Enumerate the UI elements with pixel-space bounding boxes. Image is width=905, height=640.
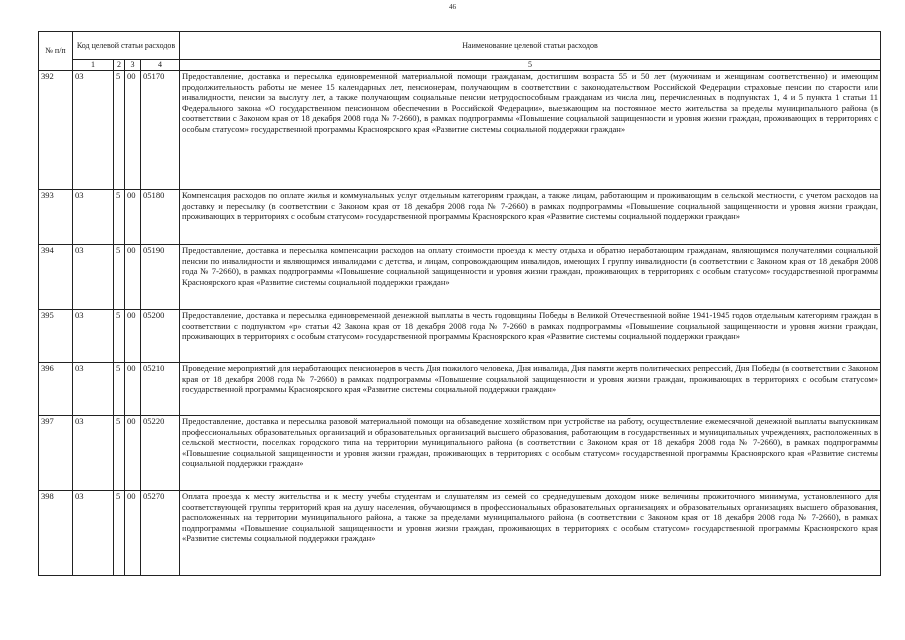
code-2: 5 (114, 416, 125, 491)
budget-table (38, 31, 881, 576)
code-1: 03 (73, 245, 114, 310)
code-1: 03 (73, 363, 114, 416)
row-description: Проведение мероприятий для неработающих пенсионеров в честь Дня пожилого человека, Дня инвалида, Дня памяти жертв политических репрессий, Дня Победы (в соответствии с Законом края от 18 декабря 2008 года № 7-2660) в рамках подпрограммы «Повышение социальной защищенности и уровня жизни граждан, проживающих в территориях с особым статусом» государственной программы Красноярского края «Развитие системы социальной поддержки граждан» (180, 363, 881, 416)
row-description: Предоставление, доставка и пересылка единовременной денежной выплаты в честь годовщины Победы в Великой Отечественной войне 1941-1945 годов отдельным категориям граждан в соответствии с подпунктом «р» статьи 42 Закона края от 18 декабря 2008 года № 7-2660 в рамках подпрограммы «Повышение социальной защищенности и уровня жизни граждан, проживающих в территориях с особым статусом» государственной программы Красноярского края «Развитие системы социальной поддержки граждан» (180, 310, 881, 363)
header-sub-4: 4 (141, 60, 180, 71)
code-4: 05190 (141, 245, 180, 310)
header-sub-3: 3 (125, 60, 141, 71)
header-row (39, 32, 881, 60)
code-4: 05220 (141, 416, 180, 491)
code-3: 00 (125, 190, 141, 245)
code-2: 5 (114, 71, 125, 190)
table-row (39, 363, 881, 416)
code-2: 5 (114, 491, 125, 576)
table-row (39, 190, 881, 245)
header-num: № п/п (39, 32, 73, 71)
code-3: 00 (125, 416, 141, 491)
code-3: 00 (125, 245, 141, 310)
table-row (39, 245, 881, 310)
row-description: Компенсация расходов по оплате жилья и коммунальных услуг отдельным категориям граждан, а также лицам, работающим и проживающим в сельской местности, с учетом расходов на доставку и пересылку (в соответствии с Законом края от 18 декабря 2008 года № 7-2660) в рамках подпрограммы «Повышение социальной защищенности и уровня жизни граждан, проживающих в территориях с особым статусом» государственной программы Красноярского края «Развитие системы социальной поддержки граждан» (180, 190, 881, 245)
code-1: 03 (73, 71, 114, 190)
code-4: 05170 (141, 71, 180, 190)
code-2: 5 (114, 310, 125, 363)
header-name: Наименование целевой статьи расходов (180, 32, 881, 60)
header-sub-1: 1 (73, 60, 114, 71)
row-number: 393 (39, 190, 73, 245)
header-sub-5: 5 (180, 60, 881, 71)
code-2: 5 (114, 190, 125, 245)
code-4: 05210 (141, 363, 180, 416)
code-1: 03 (73, 491, 114, 576)
row-description: Предоставление, доставка и пересылка компенсации расходов на оплату стоимости проезда к месту отдыха и обратно неработающим гражданам, являющимся получателями социальной пенсии по инвалидности и являющимся инвалидами с детства, и лицам, сопровождающим инвалидов, имеющих I группу инвалидности (в соответствии с Законом края от 18 декабря 2008 года № 7-2660), в рамках подпрограммы «Повышение социальной защищенности и уровня жизни граждан, проживающих в территориях с особым статусом» государственной программы Красноярского края «Развитие системы социальной поддержки граждан» (180, 245, 881, 310)
table-row (39, 71, 881, 190)
header-subrow (39, 60, 881, 71)
page-number: 46 (449, 3, 456, 11)
header-code: Код целевой статьи расходов (73, 32, 180, 60)
row-description: Предоставление, доставка и пересылка единовременной материальной помощи гражданам, достигшим возраста 55 и 50 лет (мужчинам и женщинам соответственно) и имеющим продолжительность работы не менее 15 календарных лет, пенсионерам, получающим в соответствии с законодательством Российской Федерации страховые пенсии по старости или инвалидности, пенсии за выслугу лет, а также получающим социальные пенсии нетрудоспособным гражданам из числа лиц, перечисленных в подпунктах 1, 4 и 5 пункта 1 статьи 11 Федерального закона «О государственном пенсионном обеспечении в Российской Федерации», выезжающим на постоянное место жительства за пределы муниципального района (в соответствии с Законом края от 18 декабря 2008 года № 7-2660), в рамках подпрограммы «Повышение социальной защищенности и уровня жизни граждан, проживающих в территориях с особым статусом» государственной программы Красноярского края «Развитие системы социальной поддержки граждан» (180, 71, 881, 190)
code-1: 03 (73, 416, 114, 491)
code-4: 05180 (141, 190, 180, 245)
row-number: 397 (39, 416, 73, 491)
code-3: 00 (125, 71, 141, 190)
code-2: 5 (114, 363, 125, 416)
row-number: 396 (39, 363, 73, 416)
table-row (39, 310, 881, 363)
row-description: Оплата проезда к месту жительства и к месту учебы студентам и слушателям из семей со среднедушевым доходом ниже величины прожиточного минимума, установленного для соответствующей группы территорий края на душу населения, обучающимся в профессиональных образовательных организациях и образовательных организациях высшего образования, расположенных на территории муниципального района, а также за пределами муниципального района (в соответствии с Законом края от 18 декабря 2008 года № 7-2660), в рамках подпрограммы «Повышение социальной защищенности и уровня жизни граждан, проживающих в территориях с особым статусом» государственной программы Красноярского края «Развитие системы социальной поддержки граждан» (180, 491, 881, 576)
header-sub-2: 2 (114, 60, 125, 71)
table-row (39, 416, 881, 491)
row-number: 394 (39, 245, 73, 310)
code-1: 03 (73, 310, 114, 363)
row-number: 395 (39, 310, 73, 363)
code-3: 00 (125, 310, 141, 363)
row-number: 398 (39, 491, 73, 576)
code-4: 05200 (141, 310, 180, 363)
code-3: 00 (125, 363, 141, 416)
row-description: Предоставление, доставка и пересылка разовой материальной помощи на обзаведение хозяйством при устройстве на работу, осуществление ежемесячной денежной выплаты выпускникам профессиональных образовательных организаций и образовательных организаций высшего образования, работающим в государственных и муниципальных учреждениях, расположенных в сельской местности, поселках городского типа на территории муниципального района (в соответствии с Законом края от 18 декабря 2008 года № 7-2660), в рамках подпрограммы «Повышение социальной защищенности и уровня жизни граждан, проживающих в территориях с особым статусом» государственной программы Красноярского края «Развитие системы социальной поддержки граждан» (180, 416, 881, 491)
code-1: 03 (73, 190, 114, 245)
table-row (39, 491, 881, 576)
code-4: 05270 (141, 491, 180, 576)
row-number: 392 (39, 71, 73, 190)
code-3: 00 (125, 491, 141, 576)
code-2: 5 (114, 245, 125, 310)
